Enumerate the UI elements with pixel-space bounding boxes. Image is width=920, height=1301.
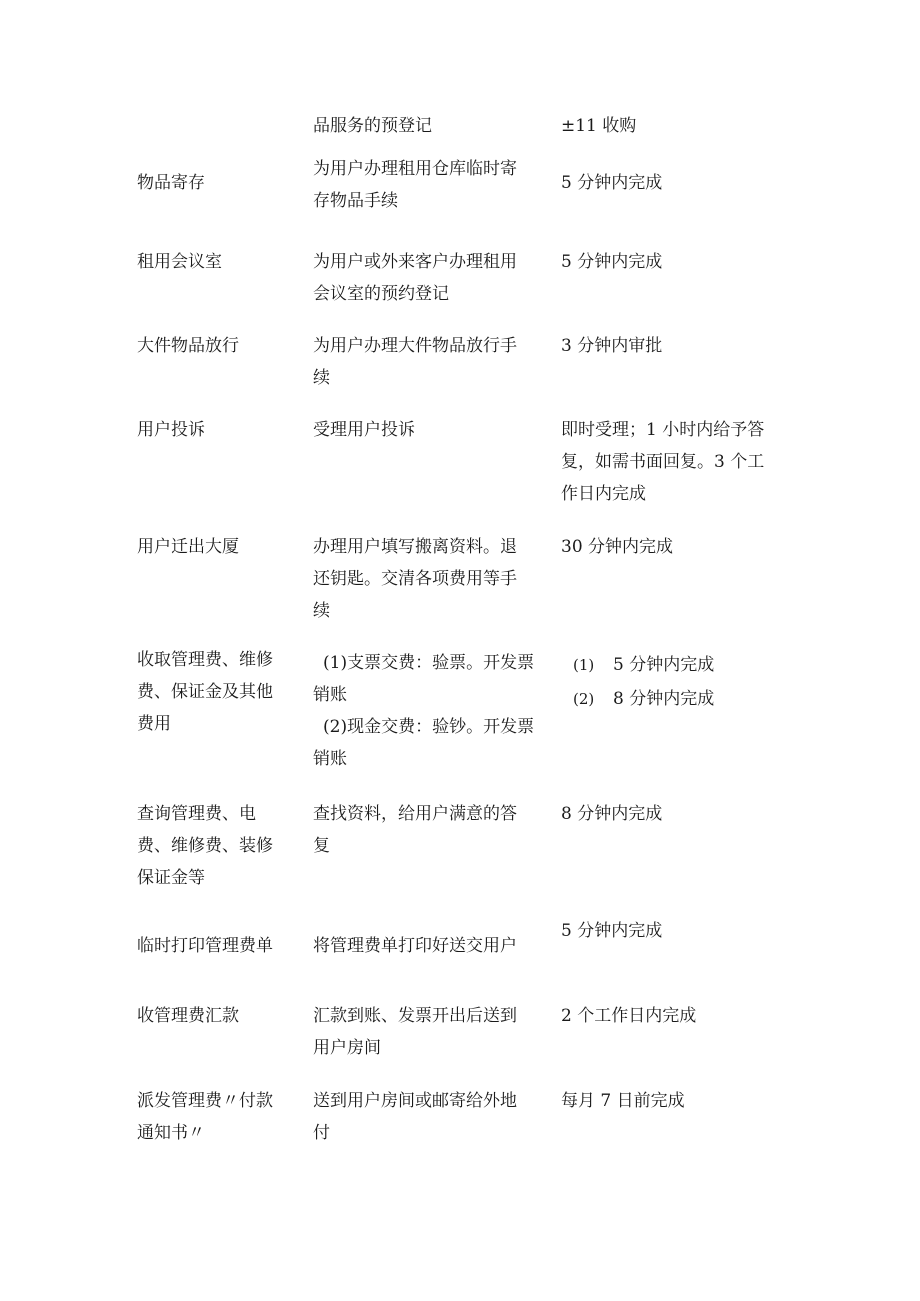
text-line: 临时打印管理费单 [137, 936, 273, 956]
text-line: 查找资料，给用户满意的答 [313, 804, 517, 824]
service-description [313, 798, 553, 862]
text-line: 大件物品放行 [137, 336, 239, 356]
text-line: 收取管理费、维修 [137, 650, 273, 670]
text-line: 用户迁出大厦 [137, 537, 239, 557]
text-line: 续 [313, 601, 330, 621]
service-time-limit [561, 414, 791, 510]
text-line: 派发管理费〃付款 [137, 1091, 273, 1111]
service-description [313, 414, 553, 446]
text-line: 办理用户填写搬离资料。退 [313, 537, 517, 557]
text-line: 用户投诉 [137, 420, 205, 440]
service-item [137, 644, 297, 740]
text-line: 为用户办理租用仓库临时寄 [313, 159, 517, 179]
service-item [137, 414, 297, 446]
service-time-limit [561, 1085, 791, 1117]
text-line: 品服务的预登记 [313, 116, 432, 136]
text-line: 查询管理费、电 [137, 804, 256, 824]
service-description [313, 647, 553, 775]
service-description [313, 531, 553, 627]
text-line: 销账 [313, 685, 347, 705]
text-line: 8 分钟内完成 [561, 804, 663, 824]
service-item [137, 246, 297, 278]
service-time-limit [561, 1000, 791, 1032]
text-line: 续 [313, 368, 330, 388]
text-line: (1)支票交费：验票。开发票 [323, 653, 535, 673]
service-item [137, 930, 297, 962]
text-line: 8 分钟内完成 [613, 689, 715, 709]
text-line: 将管理费单打印好送交用户 [313, 936, 517, 956]
service-time-limit [561, 915, 791, 947]
service-description [313, 153, 553, 217]
service-item [137, 531, 297, 563]
service-time-limit [561, 167, 791, 199]
numbered-line [561, 648, 791, 682]
service-time-limit [561, 330, 791, 362]
list-marker: (1) [573, 656, 595, 674]
text-line: 费用 [137, 714, 171, 734]
text-line: 会议室的预约登记 [313, 284, 449, 304]
text-line: ±11 收购 [561, 116, 637, 136]
text-line: 为用户或外来客户办理租用 [313, 252, 517, 272]
text-line: 30 分钟内完成 [561, 537, 674, 557]
text-line: 5 分钟内完成 [613, 655, 715, 675]
service-description [313, 1000, 553, 1064]
text-line: 5 分钟内完成 [561, 252, 663, 272]
text-line: 2 个工作日内完成 [561, 1006, 697, 1026]
service-description [313, 330, 553, 394]
text-line: 5 分钟内完成 [561, 921, 663, 941]
list-marker: (2) [573, 690, 595, 708]
text-line: 即时受理；1 小时内给予答 [561, 420, 765, 440]
text-line: 付 [313, 1123, 330, 1143]
text-line: 销账 [313, 749, 347, 769]
service-item [137, 1000, 297, 1032]
service-time-limit [561, 531, 791, 563]
text-line: 保证金等 [137, 868, 205, 888]
text-line: 作日内完成 [561, 484, 646, 504]
text-line: 5 分钟内完成 [561, 173, 663, 193]
service-description [313, 110, 553, 142]
text-line: 3 分钟内审批 [561, 336, 663, 356]
text-line: 租用会议室 [137, 252, 222, 272]
text-line: 费、维修费、装修 [137, 836, 273, 856]
text-line: 受理用户投诉 [313, 420, 415, 440]
text-line: 物品寄存 [137, 173, 205, 193]
text-line: 复，如需书面回复。3 个工 [561, 452, 765, 472]
service-item [137, 1085, 297, 1149]
service-time-limit [561, 648, 791, 716]
service-item [137, 330, 297, 362]
text-line: 费、保证金及其他 [137, 682, 273, 702]
service-item [137, 167, 297, 199]
text-line: 每月 7 日前完成 [561, 1091, 685, 1111]
text-line: 为用户办理大件物品放行手 [313, 336, 517, 356]
service-time-limit [561, 798, 791, 830]
text-line: 送到用户房间或邮寄给外地 [313, 1091, 517, 1111]
service-item [137, 798, 297, 894]
text-line: 收管理费汇款 [137, 1006, 239, 1026]
text-line: 还钥匙。交清各项费用等手 [313, 569, 517, 589]
text-line: 汇款到账、发票开出后送到 [313, 1006, 517, 1026]
text-line: (2)现金交费：验钞。开发票 [323, 717, 535, 737]
text-line: 用户房间 [313, 1038, 381, 1058]
service-time-limit [561, 110, 791, 142]
text-line: 通知书〃 [137, 1123, 205, 1143]
service-description [313, 930, 553, 962]
service-time-limit [561, 246, 791, 278]
text-line: 复 [313, 836, 330, 856]
text-line: 存物品手续 [313, 191, 398, 211]
service-description [313, 1085, 553, 1149]
service-description [313, 246, 553, 310]
numbered-line [561, 682, 791, 716]
